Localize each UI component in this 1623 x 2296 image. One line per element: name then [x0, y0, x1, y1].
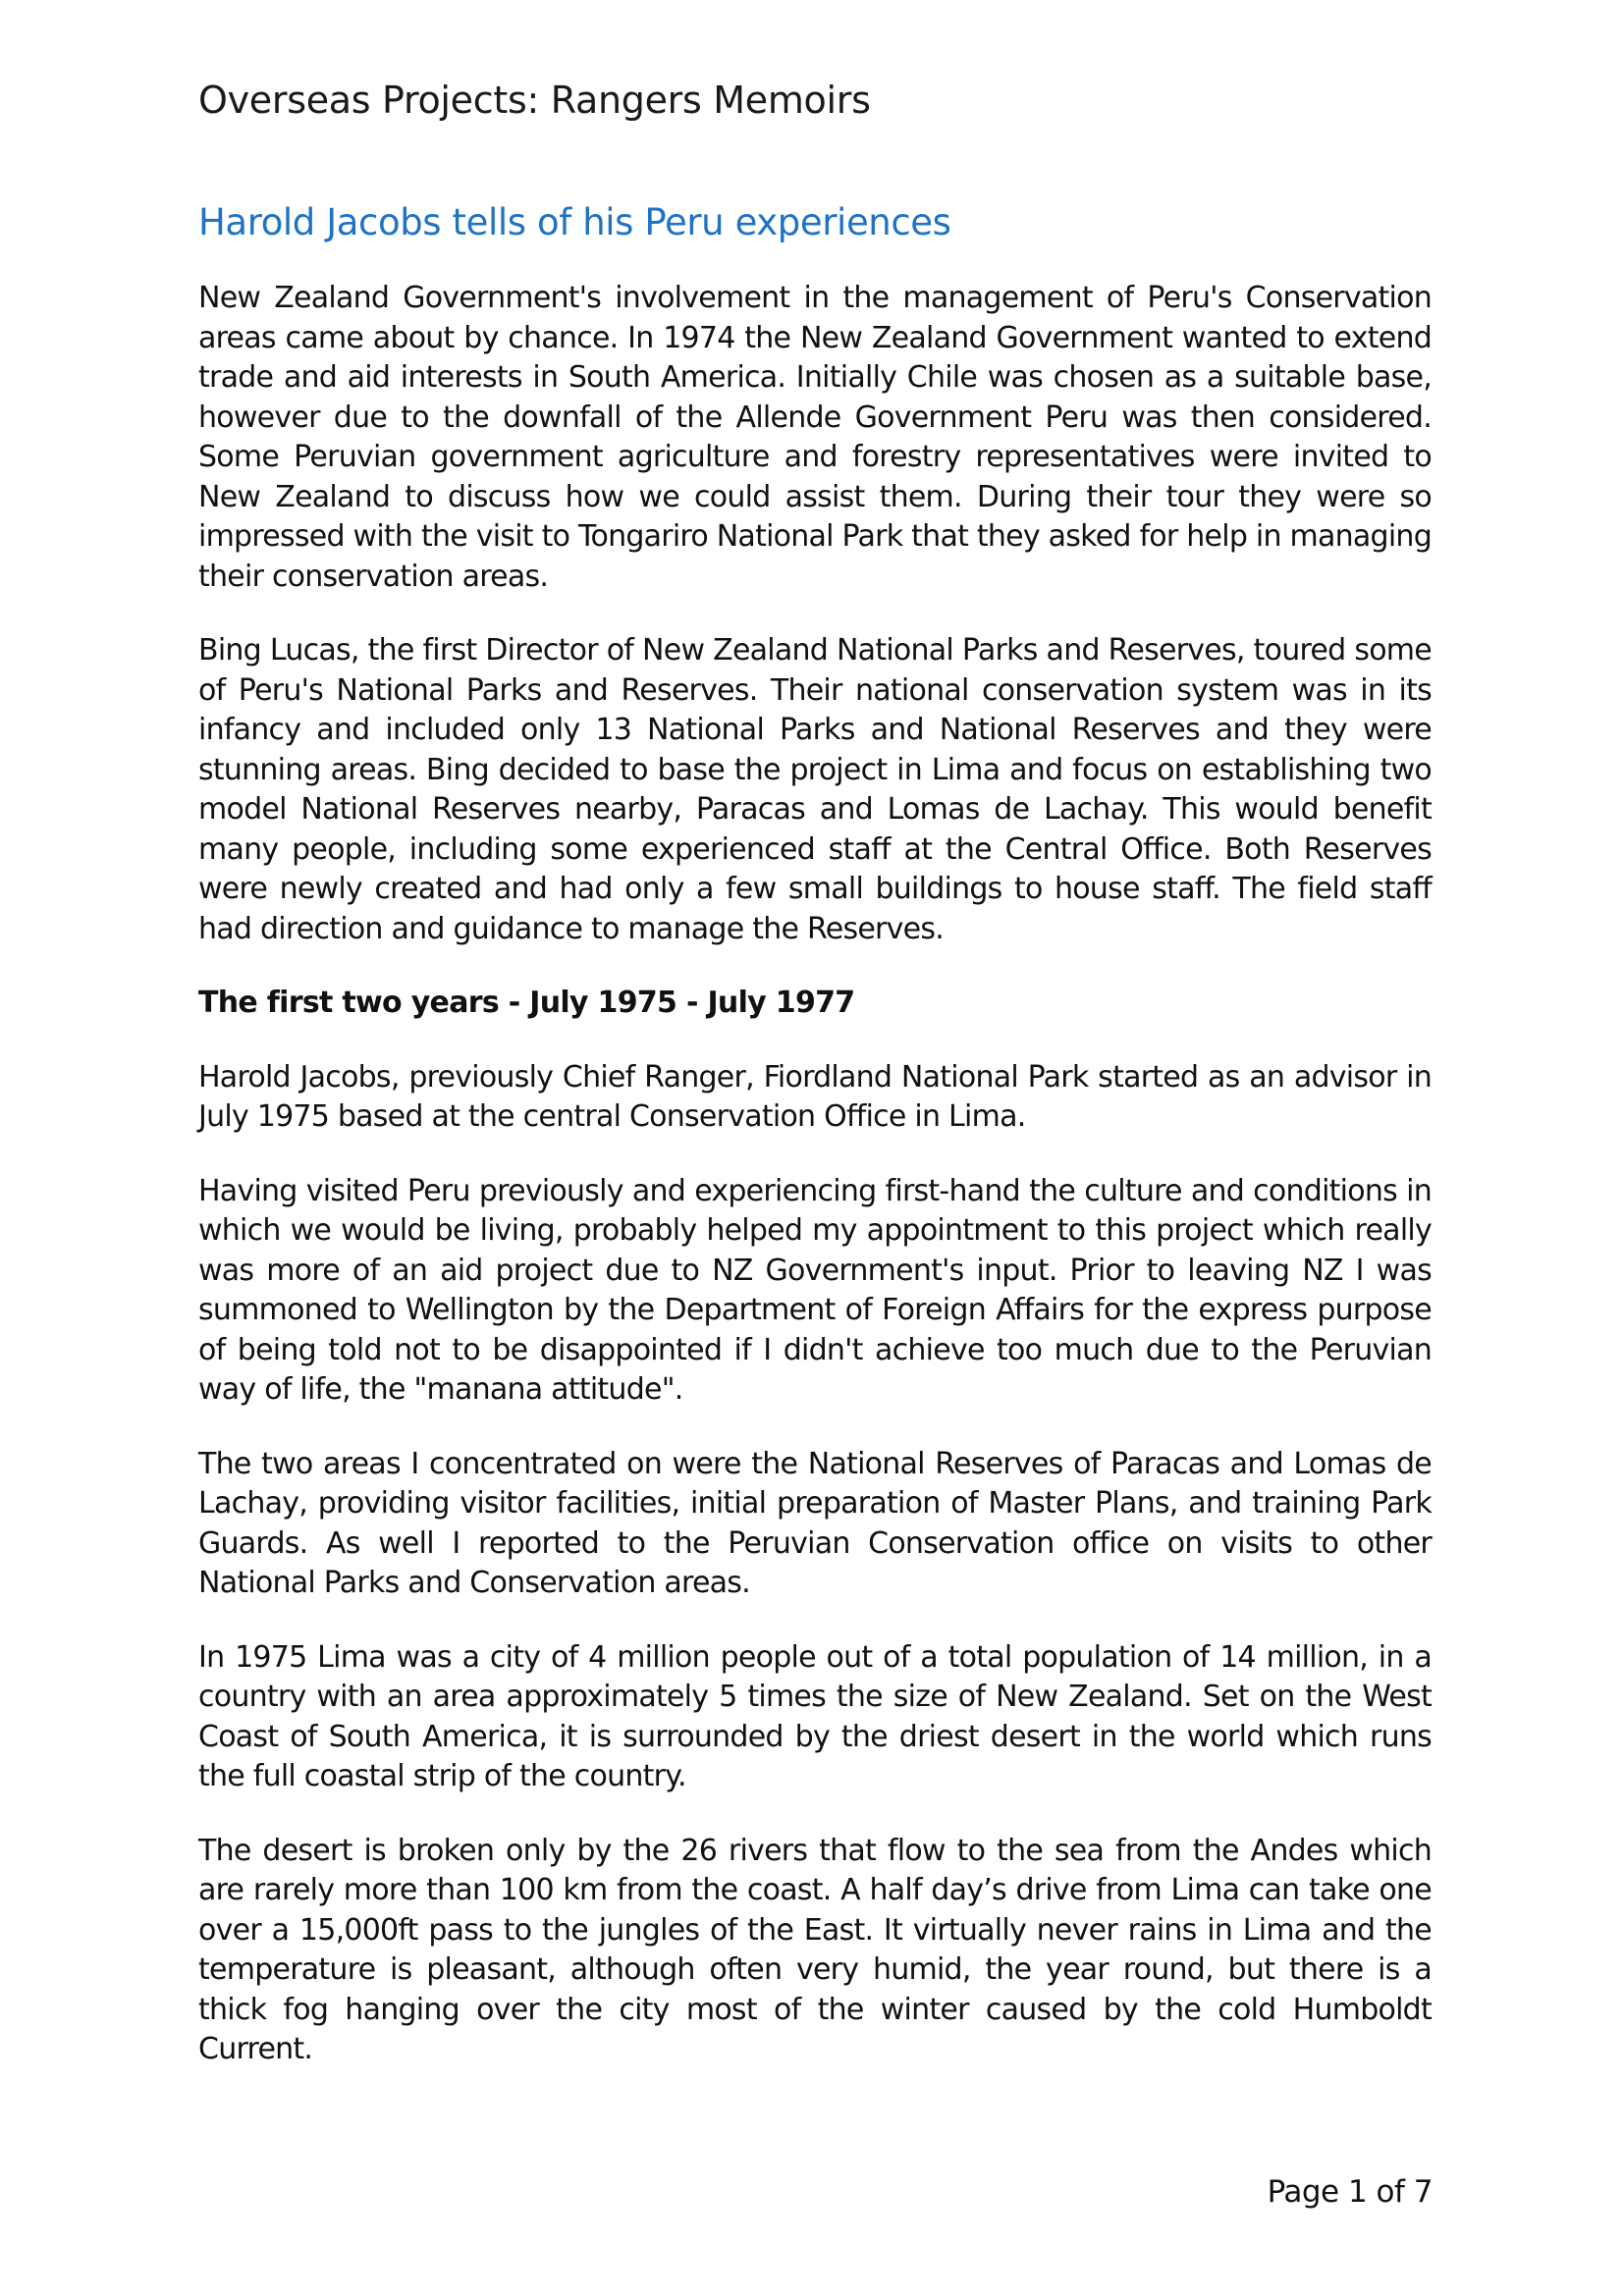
paragraph-section-1: Harold Jacobs, previously Chief Ranger, Fiordland National Park started as an advisor in July 1975 based at the central Conservation Office in Lima.: [198, 1059, 1432, 1134]
article-body: [198, 196, 1432, 2105]
running-header: Overseas Projects: Rangers Memoirs: [198, 79, 871, 122]
paragraph-section-2: Having visited Peru previously and experiencing first-hand the culture and conditions in which we would be living, probably helped my appointment to this project which really was more of an aid project due to NZ Government's input. Prior to leaving NZ I was summoned to Wellington by the Department of Foreign Affairs for the express purpose of being told not to be disappointed if I didn't achieve too much due to the Peruvian way of life, the "manana attitude".: [198, 1173, 1432, 1407]
article-title: Harold Jacobs tells of his Peru experiences: [198, 201, 951, 243]
page-number: Page 1 of 7: [1267, 2174, 1433, 2210]
paragraph-section-5: The desert is broken only by the 26 rivers that flow to the sea from the Andes which are rarely more than 100 km from the coast. A half day’s drive from Lima can take one over a 15,000ft pass to the jungles of the East. It virtually never rains in Lima and the temperature is pleasant, although often very humid, the year round, but there is a thick fog hanging over the city most of the winter caused by the cold Humboldt Current.: [198, 1833, 1432, 2066]
paragraph-intro-1: New Zealand Government's involvement in the management of Peru's Conservation areas came about by chance. In 1974 the New Zealand Government wanted to extend trade and aid interests in South America. Initially Chile was chosen as a suitable base, however due to the downfall of the Allende Government Peru was then considered. Some Peruvian government agriculture and forestry representatives were invited to New Zealand to discuss how we could assist them. During their tour they were so impressed with the visit to Tongariro National Park that they asked for help in managing their conservation areas.: [198, 281, 1432, 594]
section-heading: The first two years - July 1975 - July 1977: [198, 986, 855, 1020]
paragraph-section-3: The two areas I concentrated on were the National Reserves of Paracas and Lomas de Lachay, providing visitor facilities, initial preparation of Master Plans, and training Park Guards. As well I reported to the Peruvian Conservation office on visits to other National Parks and Conservation areas.: [198, 1446, 1432, 1600]
paragraph-intro-2: Bing Lucas, the first Director of New Zealand National Parks and Reserves, toured some of Peru's National Parks and Reserves. Their national conservation system was in its infancy and included only 13 National Parks and National Reserves and they were stunning areas. Bing decided to base the project in Lima and focus on establishing two model National Reserves nearby, Paracas and Lomas de Lachay. This would benefit many people, including some experienced staff at the Central Office. Both Reserves were newly created and had only a few small buildings to house staff. The field staff had direction and guidance to manage the Reserves.: [198, 633, 1432, 946]
paragraph-section-4: In 1975 Lima was a city of 4 million people out of a total population of 14 million, in a country with an area approximately 5 times the size of New Zealand. Set on the West Coast of South America, it is surrounded by the driest desert in the world which runs the full coastal strip of the country.: [198, 1639, 1432, 1793]
